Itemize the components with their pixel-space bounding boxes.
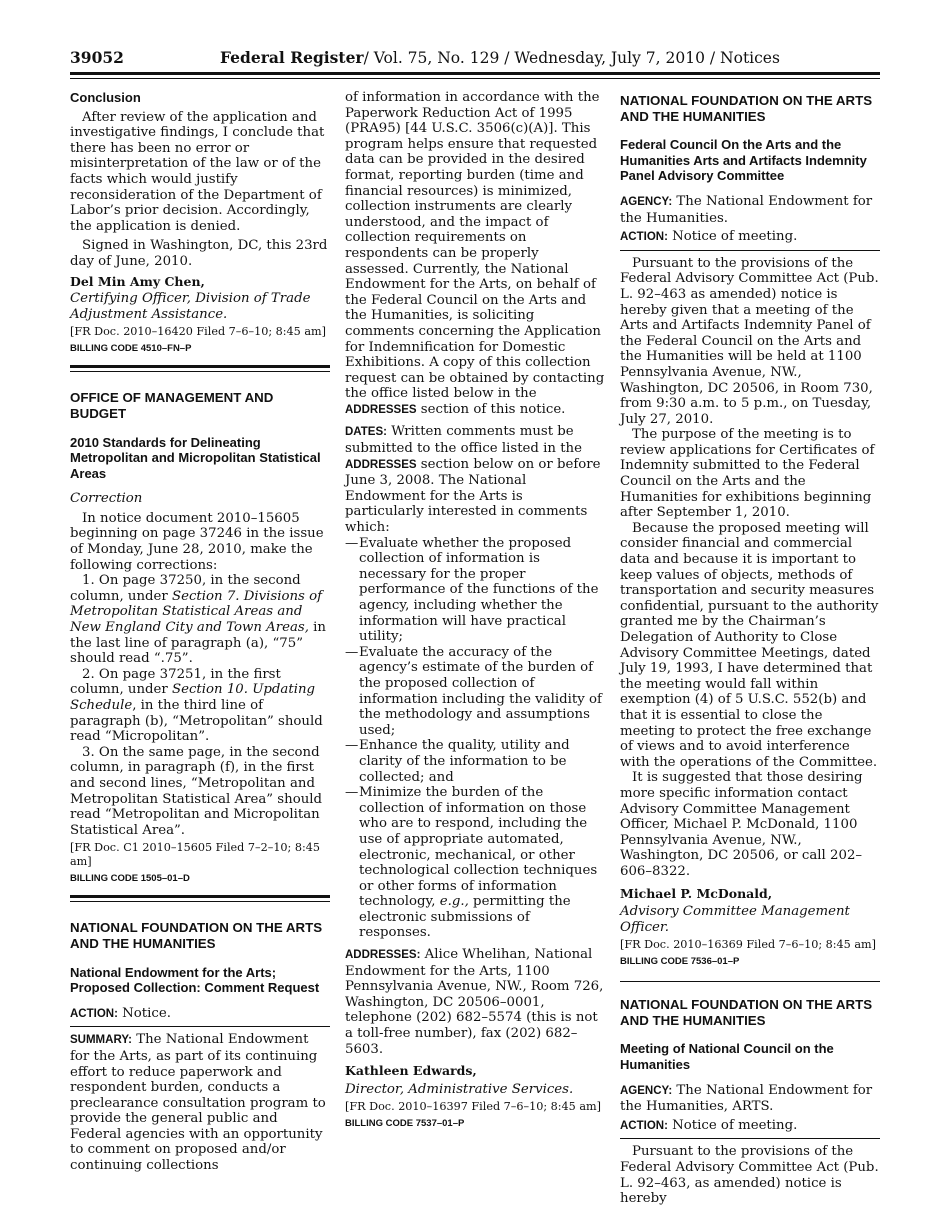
billing-code: BILLING CODE 4510–FN–P bbox=[70, 343, 192, 355]
signer-name: Del Min Amy Chen, bbox=[70, 273, 205, 289]
signer-name: Michael P. McDonald, bbox=[620, 885, 773, 901]
list-item: — Minimize the burden of the collection of information on those who are to respond, including the use of appropriate automated, electronic, mechanical, or other technological collection techniques or other forms of information technology, e.g., permitting the electronic submissions of responses. bbox=[345, 785, 598, 941]
action-line: ACTION: Notice of meeting. bbox=[620, 229, 880, 251]
billing-code: BILLING CODE 1505–01–D bbox=[70, 873, 190, 885]
section-divider bbox=[70, 895, 330, 902]
agency-heading: NATIONAL FOUNDATION ON THE ARTS AND THE HUMANITIES bbox=[70, 920, 323, 951]
signer-title: Certifying Officer, Division of Trade Adjustment Assistance. bbox=[70, 291, 311, 322]
issue-details: / Vol. 75, No. 129 / Wednesday, July 7, 2010 / Notices bbox=[363, 49, 780, 67]
correction-item-2: 2. On page 37251, in the first column, under Section 10. Updating Schedule, in the third line of paragraph (b), “Metropolitan” should read “Micropolitan”. bbox=[70, 666, 323, 745]
section-divider bbox=[620, 981, 880, 982]
body-paragraph: Pursuant to the provisions of the Federal Advisory Committee Act (Pub. L. 92–463 as amended) notice is hereby given that a meeting of the Arts and Artifacts Indemnity Panel of the Federal Council on the Arts and the Humanities will be held at 1100 Pennsylvania Avenue, NW., Washington, DC 20506, in Room 730, from 9:30 a.m. to 5 p.m., on Tuesday, July 27, 2010. bbox=[620, 255, 879, 427]
billing-code: BILLING CODE 7537–01–P bbox=[345, 1118, 465, 1130]
summary-text: SUMMARY: The National Endowment for the Arts, as part of its continuing effort to reduce paperwork and respondent burden, conducts a preclearance consultation program to provide the general public and Federal agencies with an opportunity to comment on proposed and/or continuing collections bbox=[70, 1032, 326, 1174]
agency-heading: NATIONAL FOUNDATION ON THE ARTS AND THE HUMANITIES bbox=[620, 997, 873, 1028]
signed-line: Signed in Washington, DC, this 23rd day of June, 2010. bbox=[70, 238, 328, 269]
signer-title: Director, Administrative Services. bbox=[345, 1081, 574, 1097]
body-paragraph: Pursuant to the provisions of the Federal Advisory Committee Act (Pub. L. 92–463, as amended) notice is hereby bbox=[620, 1144, 879, 1207]
conclusion-text: After review of the application and investigative findings, I conclude that there has been no error or misinterpretation of the law or of the facts which would justify reconsideration of the Department of Labor’s prior decision. Accordingly, the application is denied. bbox=[70, 109, 325, 234]
column-2 bbox=[345, 90, 605, 1130]
notice-title: 2010 Standards for Delineating Metropolitan and Micropolitan Statistical Areas bbox=[70, 434, 321, 481]
notice-title: Federal Council On the Arts and the Humanities Arts and Artifacts Indemnity Panel Advisory Committee bbox=[620, 137, 867, 184]
list-item: — Evaluate whether the proposed collection of information is necessary for the proper performance of the functions of the agency, including whether the information will have practical utility; bbox=[345, 535, 599, 645]
publication-info bbox=[220, 48, 780, 67]
notice-title: National Endowment for the Arts; Proposed Collection: Comment Request bbox=[70, 964, 320, 996]
page-header bbox=[70, 48, 880, 70]
billing-code: BILLING CODE 7536–01–P bbox=[620, 956, 740, 968]
fr-doc-line: [FR Doc. 2010–16397 Filed 7–6–10; 8:45 am] bbox=[345, 1100, 601, 1114]
action-line: ACTION: Notice. bbox=[70, 1006, 330, 1028]
list-item: — Enhance the quality, utility and clarity of the information to be collected; and bbox=[345, 738, 570, 785]
correction-intro: In notice document 2010–15605 beginning on page 37246 in the issue of Monday, June 28, 2010, make the following corrections: bbox=[70, 510, 324, 573]
header-rule-thin bbox=[70, 78, 880, 79]
correction-item-1: 1. On page 37250, in the second column, under Section 7. Divisions of Metropolitan Statistical Areas and New England City and Town Areas, in the last line of paragraph (a), “75” should read “.75”. bbox=[70, 573, 326, 667]
agency-line: AGENCY: The National Endowment for the Humanities. bbox=[620, 193, 873, 226]
correction-label: Correction bbox=[70, 491, 143, 507]
list-item: — Evaluate the accuracy of the agency’s estimate of the burden of the proposed collection of information including the validity of the methodology and assumptions used; bbox=[345, 644, 602, 738]
dates-text: DATES: Written comments must be submitted to the office listed in the ADDRESSES section below on or before June 3, 2008. The National Endowment for the Arts is particularly interested in comments which: bbox=[345, 424, 601, 536]
fr-doc-line: [FR Doc. 2010–16369 Filed 7–6–10; 8:45 am] bbox=[620, 938, 876, 952]
section-divider bbox=[70, 365, 330, 372]
body-paragraph: The purpose of the meeting is to review applications for Certificates of Indemnity submitted to the Federal Council on the Arts and the Humanities for exhibitions beginning after September 1, 2010. bbox=[620, 427, 875, 521]
body-paragraph: Because the proposed meeting will consider financial and commercial data and because it is important to keep values of objects, methods of transportation and security measures confidential, pursuant to the authority granted me by the Chairman’s Delegation of Authority to Close Advisory Committee Meetings, dated July 19, 1993, I have determined that the meeting would fall within exemption (4) of 5 U.S.C. 552(b) and that it is essential to close the meeting to protect the free exchange of views and to avoid interference with the operations of the Committee. bbox=[620, 520, 879, 770]
publication-name: Federal Register bbox=[220, 48, 364, 67]
column-3 bbox=[620, 90, 880, 1207]
signer-title: Advisory Committee Management Officer. bbox=[620, 904, 850, 935]
body-paragraph: It is suggested that those desiring more specific information contact Advisory Committee Management Officer, Michael P. McDonald, 1100 Pennsylvania Avenue, NW., Washington, DC 20506, or call 202–606–8322. bbox=[620, 770, 863, 879]
agency-heading: NATIONAL FOUNDATION ON THE ARTS AND THE HUMANITIES bbox=[620, 93, 873, 124]
continued-text: of information in accordance with the Paperwork Reduction Act of 1995 (PRA95) [44 U.S.C. 3506(c)(A)]. This program helps ensure that requested data can be provided in the desired format, reporting burden (time and financial resources) is minimized, collection instruments are clearly understood, and the impact of collection requirements on respondents can be properly assessed. Currently, the National Endowment for the Arts, on behalf of the Federal Council on the Arts and the Humanities, is soliciting comments concerning the Application for Indemnification for Domestic Exhibitions. A copy of this collection request can be obtained by contacting the office listed below in the ADDRESSES section of this notice. bbox=[345, 90, 605, 417]
fr-doc-line: [FR Doc. 2010–16420 Filed 7–6–10; 8:45 am] bbox=[70, 325, 326, 339]
addresses-text: ADDRESSES: Alice Whelihan, National Endowment for the Arts, 1100 Pennsylvania Avenue, NW., Room 726, Washington, DC 20506–0001, telephone (202) 682–5574 (this is not a toll-free number), fax (202) 682–5603. bbox=[345, 947, 604, 1057]
notice-title: Meeting of National Council on the Humanities bbox=[620, 1041, 834, 1073]
action-line: ACTION: Notice of meeting. bbox=[620, 1118, 880, 1140]
conclusion-heading: Conclusion bbox=[70, 90, 141, 105]
column-1 bbox=[70, 90, 330, 1174]
fr-doc-line: [FR Doc. C1 2010–15605 Filed 7–2–10; 8:45 am] bbox=[70, 841, 320, 869]
agency-line: AGENCY: The National Endowment for the Humanities, ARTS. bbox=[620, 1082, 873, 1115]
agency-heading: OFFICE OF MANAGEMENT AND BUDGET bbox=[70, 390, 274, 421]
page-number: 39052 bbox=[70, 48, 124, 67]
correction-item-3: 3. On the same page, in the second column, in paragraph (f), in the first and second lines, “Metropolitan and Metropolitan Statistical Area” should read “Metropolitan and Micropolitan Statistical Area”. bbox=[70, 744, 323, 838]
header-rule-thick bbox=[70, 72, 880, 75]
signer-name: Kathleen Edwards, bbox=[345, 1063, 477, 1079]
